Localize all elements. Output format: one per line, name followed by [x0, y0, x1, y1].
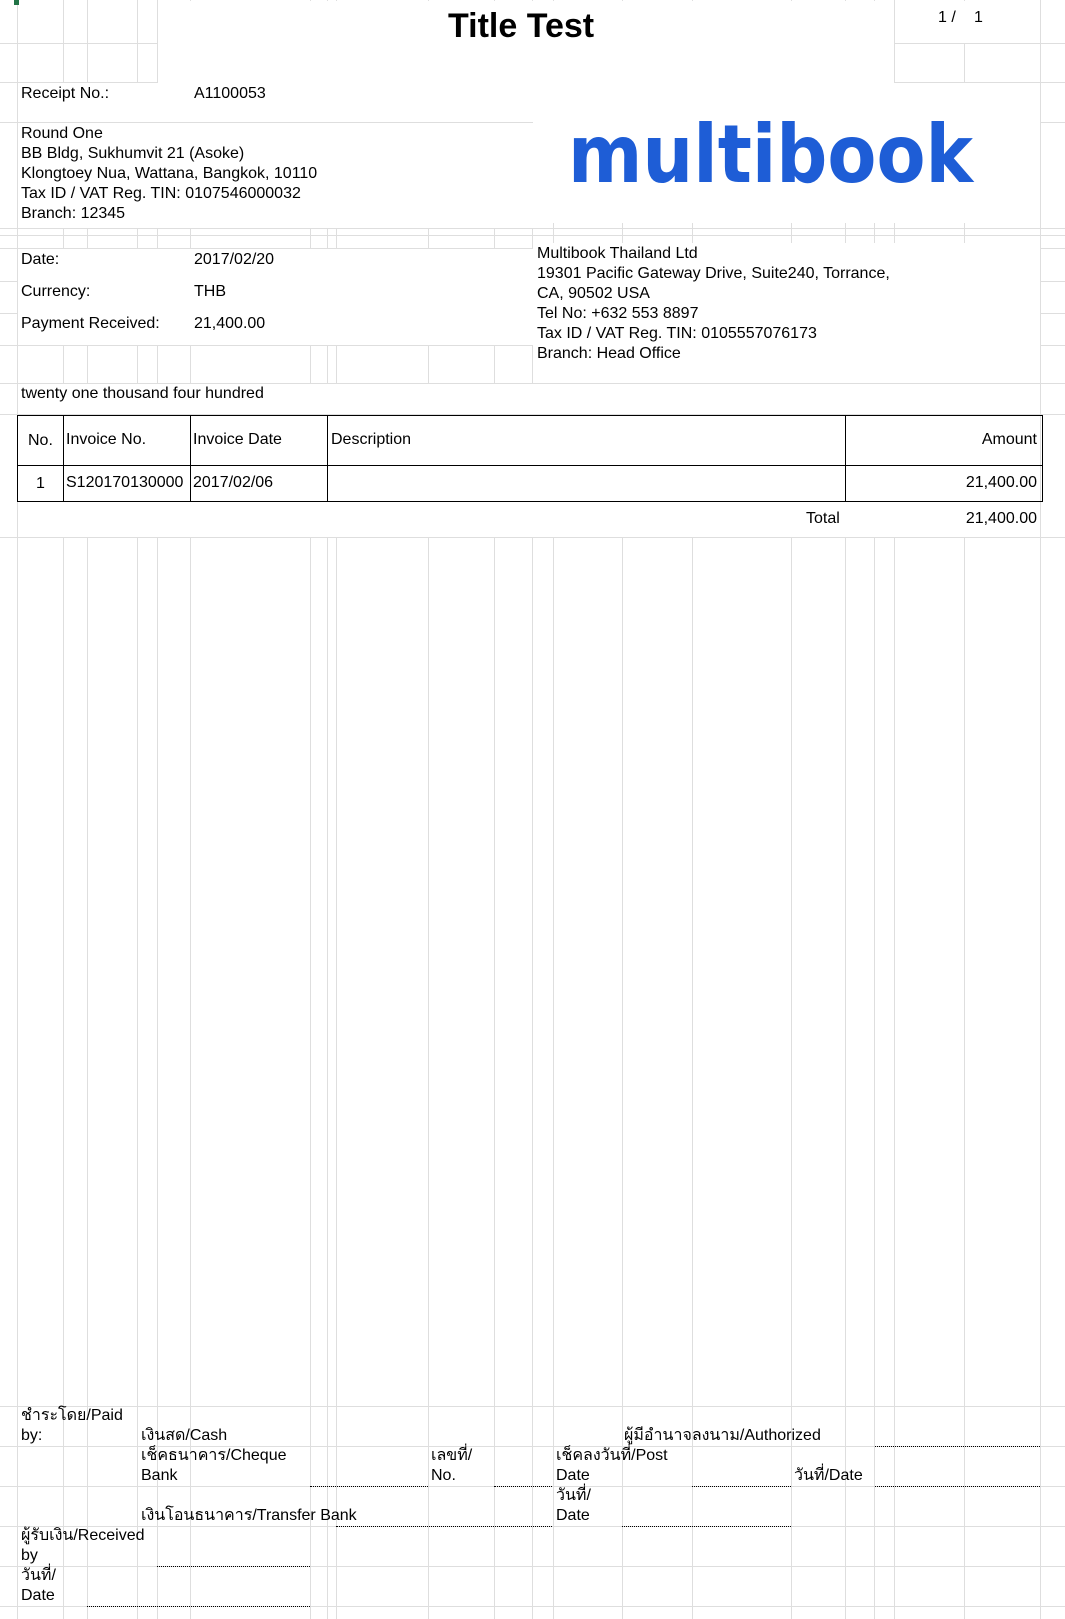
table-col-divider [845, 415, 846, 501]
currency-label: Currency: [21, 283, 91, 300]
cheque-number-line [494, 1486, 552, 1487]
customer-address-line-1: BB Bldg, Sukhumvit 21 (Asoke) [21, 145, 245, 162]
table-col-divider [190, 415, 191, 501]
cheque-label-line-1: เช็คธนาคาร/Cheque [141, 1447, 287, 1464]
page-number-current: 1 / [938, 9, 956, 26]
page-title: Title Test [448, 7, 595, 45]
received-date-line [87, 1606, 310, 1607]
payment-received-label: Payment Received: [21, 315, 160, 332]
received-date-label-line-2: Date [21, 1587, 55, 1604]
date-value: 2017/02/20 [194, 251, 275, 268]
transfer-date-label-line-1: วันที่/ [556, 1487, 591, 1504]
transfer-bank-line [336, 1526, 552, 1527]
received-by-label-line-1: ผู้รับเงิน/Received [21, 1527, 145, 1544]
customer-tax-id: Tax ID / VAT Reg. TIN: 0107546000032 [21, 185, 301, 202]
receipt-no-value: A1100053 [194, 85, 266, 102]
table-col-divider [63, 415, 64, 501]
cheque-label-line-2: Bank [141, 1467, 178, 1484]
row-amount: 21,400.00 [965, 474, 1037, 491]
transfer-bank-label: เงินโอนธนาคาร/Transfer Bank [141, 1507, 357, 1524]
row-no: 1 [36, 475, 45, 492]
customer-name: Round One [21, 125, 103, 142]
page-number-cell [895, 1, 1040, 43]
company-address-line-2: CA, 90502 USA [537, 285, 650, 302]
received-by-label-line-2: by [21, 1547, 38, 1564]
authorized-signature-label: ผู้มีอำนาจลงนาม/Authorized [624, 1427, 821, 1444]
table-col-divider [327, 415, 328, 501]
post-date-label-line-1: เช็คลงวันที่/Post [556, 1447, 668, 1464]
paid-by-label-line-1: ชำระโดย/Paid [21, 1407, 123, 1424]
post-date-label-line-2: Date [556, 1467, 590, 1484]
amount-in-words: twenty one thousand four hundred [21, 385, 264, 402]
authorized-date-label: วันที่/Date [794, 1467, 863, 1484]
cheque-number-label-line-2: No. [431, 1467, 456, 1484]
authorized-signature-line [875, 1446, 1040, 1447]
cheque-number-label-line-1: เลขที่/ [431, 1447, 473, 1464]
company-tax-id: Tax ID / VAT Reg. TIN: 0105557076173 [537, 325, 817, 342]
received-date-label-line-1: วันที่/ [21, 1567, 56, 1584]
customer-address-line-2: Klongtoey Nua, Wattana, Bangkok, 10110 [21, 165, 318, 182]
payment-received-value: 21,400.00 [194, 315, 266, 332]
company-address-line-1: 19301 Pacific Gateway Drive, Suite240, Torrance, [537, 265, 890, 282]
page-number-total: 1 [974, 9, 983, 26]
row-invoice-date: 2017/02/06 [193, 474, 274, 491]
col-header-invoice-no: Invoice No. [66, 431, 147, 448]
receipt-no-label: Receipt No.: [21, 85, 110, 102]
company-name: Multibook Thailand Ltd [537, 245, 698, 262]
cash-option: เงินสด/Cash [141, 1427, 228, 1444]
col-header-description: Description [331, 431, 412, 448]
customer-branch: Branch: 12345 [21, 205, 126, 222]
total-value: 21,400.00 [965, 510, 1037, 527]
col-header-invoice-date: Invoice Date [193, 431, 282, 448]
transfer-date-line [622, 1526, 791, 1527]
received-by-line [157, 1566, 310, 1567]
paid-by-label-line-2: by: [21, 1427, 43, 1444]
date-label: Date: [21, 251, 60, 268]
total-label: Total [806, 510, 840, 527]
logo-wordmark: multibook [568, 112, 975, 196]
company-branch: Branch: Head Office [537, 345, 681, 362]
col-header-amount: Amount [981, 431, 1037, 448]
table-header-divider [17, 465, 1042, 466]
selected-cell-marker[interactable] [14, 0, 19, 5]
transfer-date-label-line-2: Date [556, 1507, 590, 1524]
authorized-date-line [875, 1486, 1040, 1487]
multibook-logo [568, 112, 988, 196]
post-date-line [692, 1486, 791, 1487]
row-invoice-no: S120170130000 [66, 474, 184, 491]
cheque-bank-line [310, 1486, 428, 1487]
company-tel: Tel No: +632 553 8897 [537, 305, 699, 322]
col-header-no: No. [28, 432, 53, 449]
currency-value: THB [194, 283, 226, 300]
